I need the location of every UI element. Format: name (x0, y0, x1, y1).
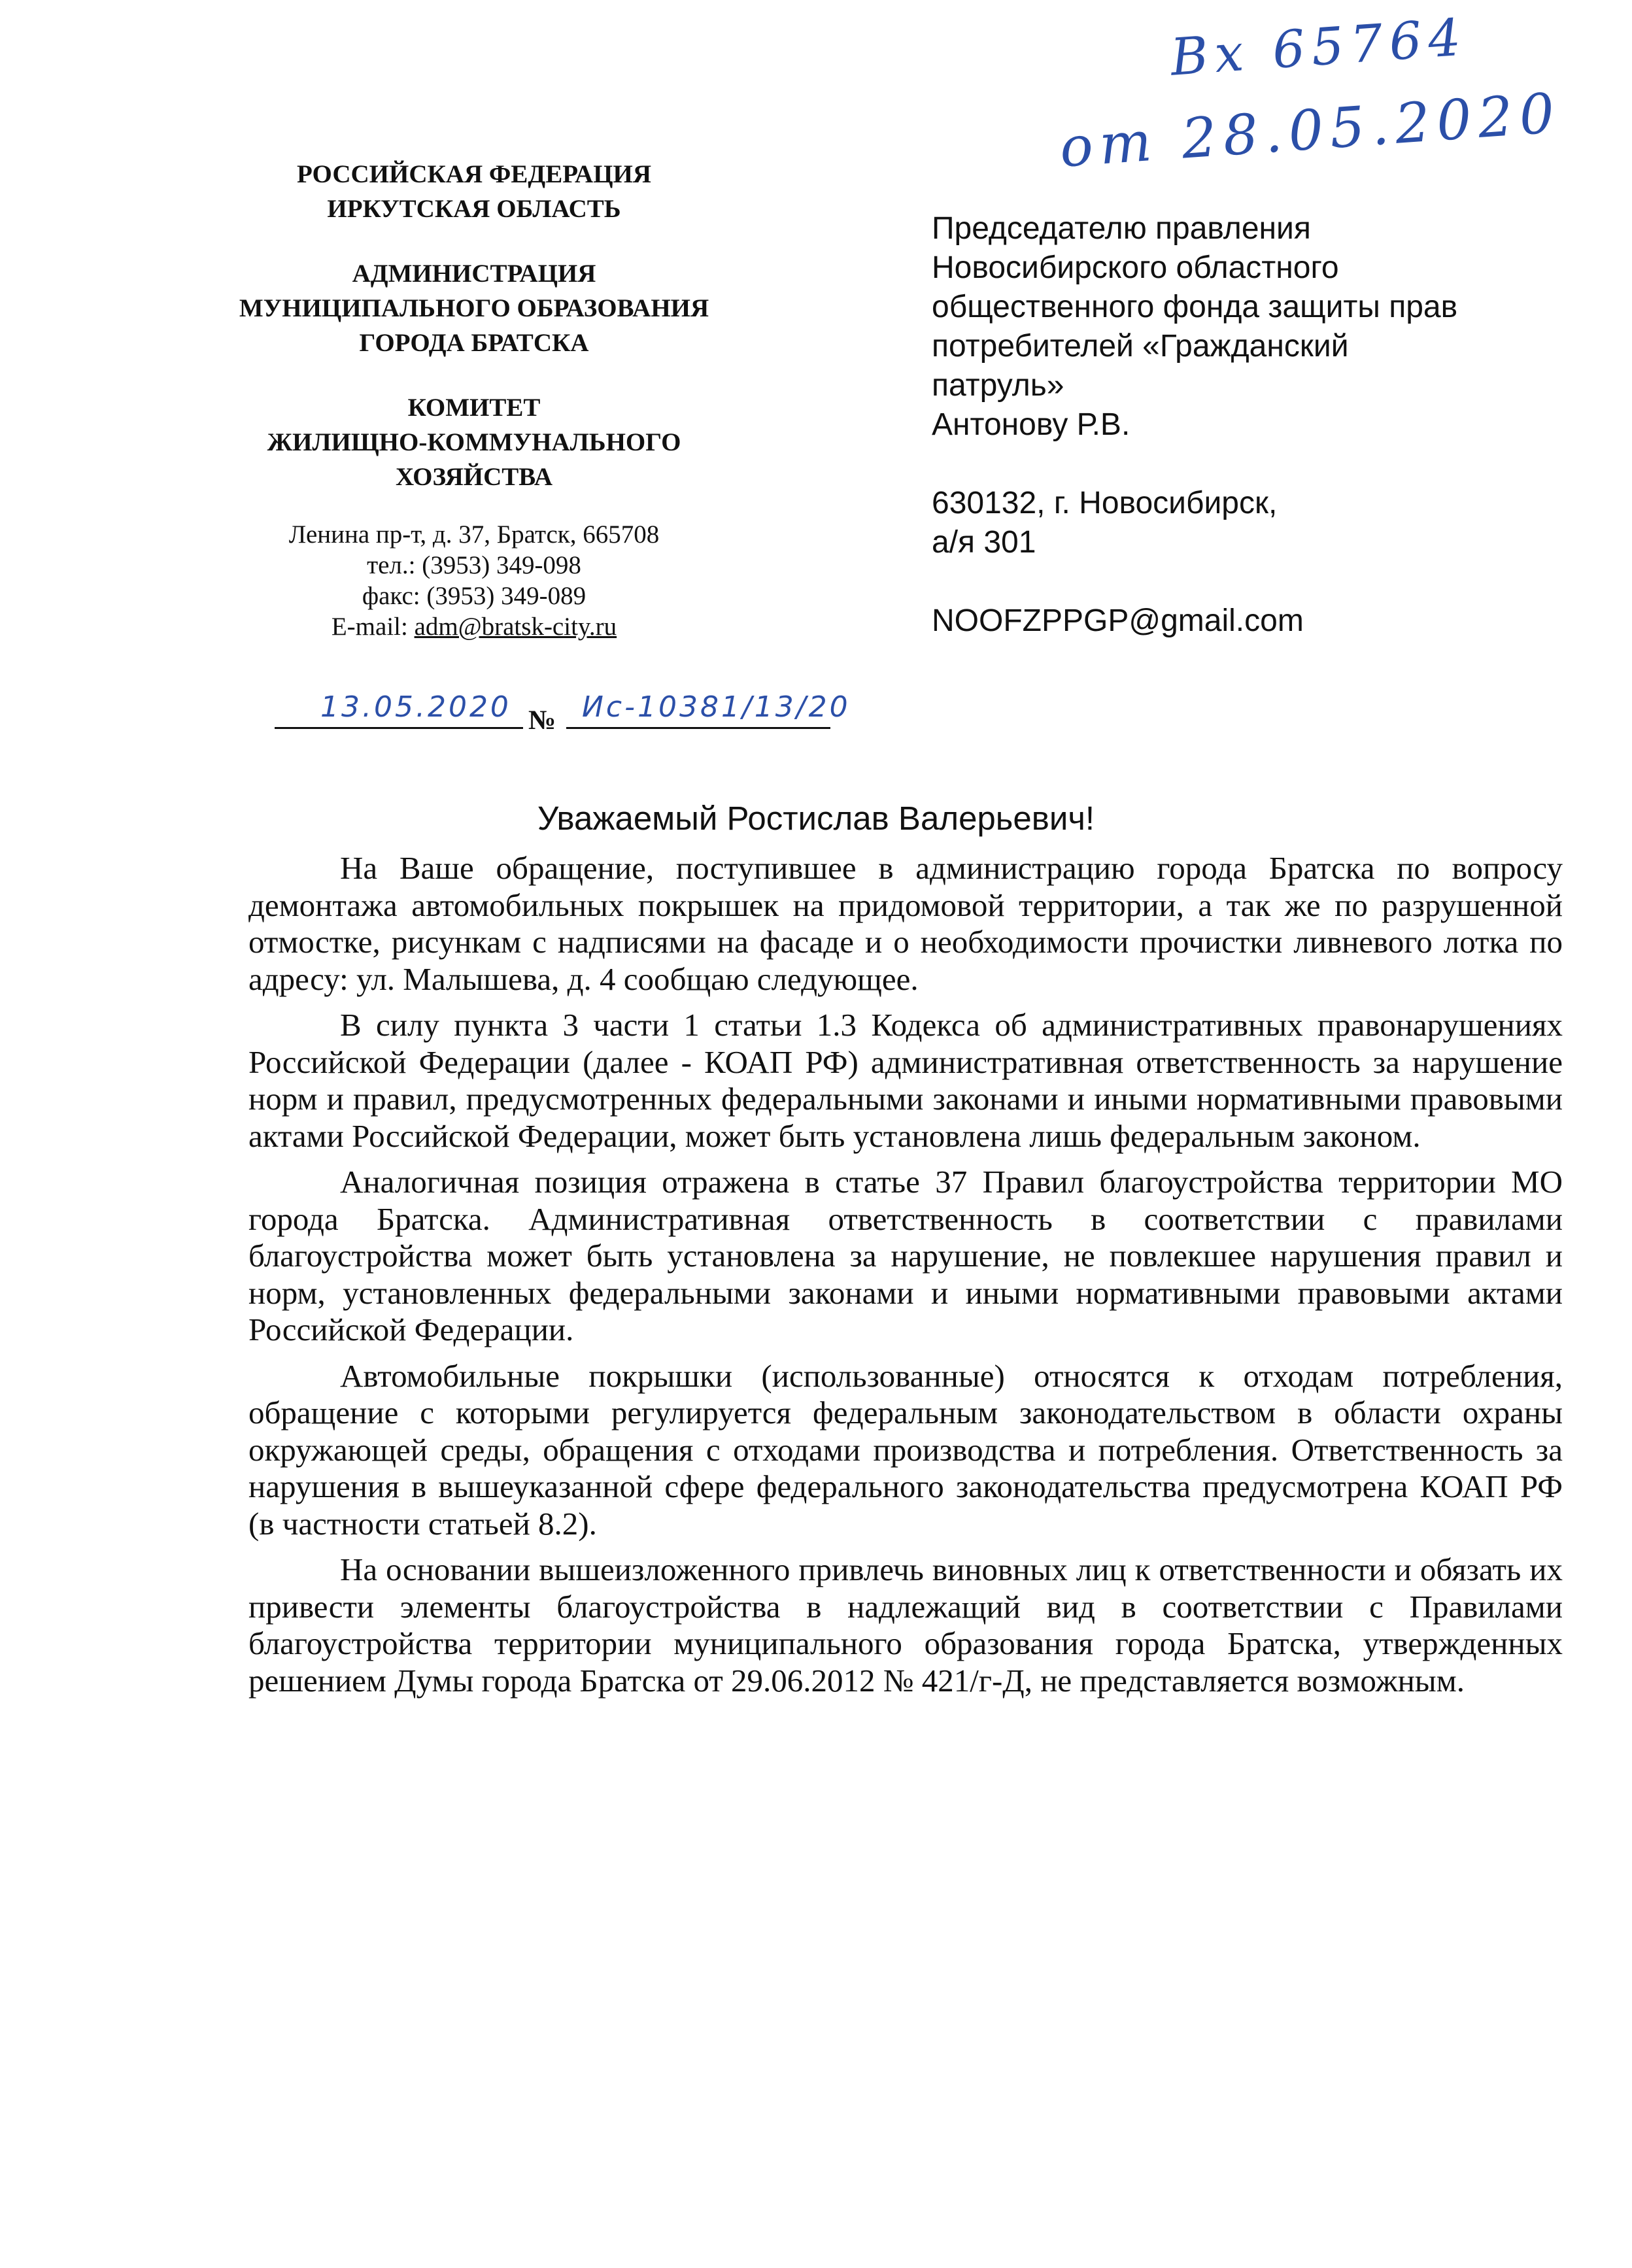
letterhead (216, 157, 732, 642)
letterhead-committee-line3: ХОЗЯЙСТВА (395, 463, 553, 491)
addressee-postal-line2: а/я 301 (932, 525, 1036, 560)
letterhead-email-row (216, 611, 732, 642)
letterhead-country: РОССИЙСКАЯ ФЕДЕРАЦИЯ (296, 160, 652, 188)
letterhead-admin-line1: АДМИНИСТРАЦИЯ (352, 260, 596, 288)
outgoing-number-sign: № (528, 705, 556, 736)
outgoing-date: 13.05.2020 (320, 690, 511, 724)
letterhead-committee-block (216, 390, 732, 494)
addressee-line: потребителей «Гражданский (932, 329, 1349, 364)
letterhead-email-link[interactable]: adm@bratsk-city.ru (414, 613, 617, 641)
outgoing-reference (275, 680, 851, 739)
addressee-postal-line1: 630132, г. Новосибирск, (932, 486, 1278, 520)
addressee-line: Председателю правления (932, 211, 1311, 246)
addressee-line: патруль» (932, 368, 1064, 403)
letterhead-address: Ленина пр-т, д. 37, Братск, 665708 (288, 520, 660, 549)
letterhead-country-block (216, 157, 732, 226)
letterhead-admin-line3: ГОРОДА БРАТСКА (359, 329, 589, 357)
letterhead-administration-block (216, 256, 732, 360)
body-paragraph: В силу пункта 3 части 1 статьи 1.3 Кодекса об административных правонарушениях Российской Федерации (далее - КОАП РФ) административная ответственность за нарушение норм и правил, предусмотренных федеральными законами и иными нормативными правовыми актами Российской Федерации, может быть установлена лишь федеральным законом. (248, 1007, 1563, 1154)
letterhead-admin-line2: МУНИЦИПАЛЬНОГО ОБРАЗОВАНИЯ (239, 294, 709, 322)
handwritten-incoming-date: от 28.05.2020 (1057, 80, 1563, 180)
addressee-name: Антонову Р.В. (932, 407, 1130, 442)
letter-body (248, 850, 1563, 1708)
addressee-line: Новосибирского областного (932, 250, 1339, 285)
salutation: Уважаемый Ростислав Валерьевич! (537, 800, 1095, 837)
body-paragraph: На основании вышеизложенного привлечь виновных лиц к ответственности и обязать их привести элементы благоустройства в надлежащий вид в соответствии с Правилами благоустройства территории муниципального образования города Братска, утвержденных решением Думы города Братска от 29.06.2012 № 421/г-Д, не представляется возможным. (248, 1551, 1563, 1699)
outgoing-date-line (275, 727, 523, 729)
outgoing-number: Ис-10381/13/20 (582, 690, 851, 724)
addressee-gap (932, 562, 1546, 601)
letterhead-committee-line1: КОМИТЕТ (407, 394, 541, 422)
letterhead-contacts (216, 519, 732, 642)
letterhead-phone: тел.: (3953) 349-098 (367, 551, 581, 579)
addressee-gap (932, 445, 1546, 484)
outgoing-number-line (566, 727, 830, 729)
addressee-block (932, 209, 1546, 641)
letterhead-region: ИРКУТСКАЯ ОБЛАСТЬ (327, 195, 621, 223)
addressee-email: NOOFZPPGP@gmail.com (932, 603, 1304, 638)
body-paragraph: На Ваше обращение, поступившее в администрацию города Братска по вопросу демонтажа автомобильных покрышек на придомовой территории, а так же по разрушенной отмостке, рисункам с надписями на фасаде и о необходимости прочистки ливневого лотка по адресу: ул. Малышева, д. 4 сообщаю следующее. (248, 850, 1563, 997)
handwritten-incoming-number: Вх 65764 (1168, 8, 1469, 88)
body-paragraph: Автомобильные покрышки (использованные) относятся к отходам потребления, обращение с которыми регулируется федеральным законодательством в области охраны окружающей среды, обращения с отходами производства и потребления. Ответственность за нарушения в вышеуказанной сфере федерального законодательства предусмотрена КОАП РФ (в частности статьей 8.2). (248, 1357, 1563, 1542)
body-paragraph: Аналогичная позиция отражена в статье 37 Правил благоустройства территории МО города Братска. Административная ответственность в соответствии с правилами благоустройства может быть установлена за нарушение, не повлекшее нарушения правил и норм, установленных федеральными законами и иными нормативными правовыми актами Российской Федерации. (248, 1164, 1563, 1347)
letterhead-email-label: E-mail: (331, 613, 408, 641)
addressee-line: общественного фонда защиты прав (932, 290, 1458, 324)
letterhead-committee-line2: ЖИЛИЩНО-КОММУНАЛЬНОГО (267, 428, 681, 456)
letterhead-fax: факс: (3953) 349-089 (362, 582, 586, 610)
